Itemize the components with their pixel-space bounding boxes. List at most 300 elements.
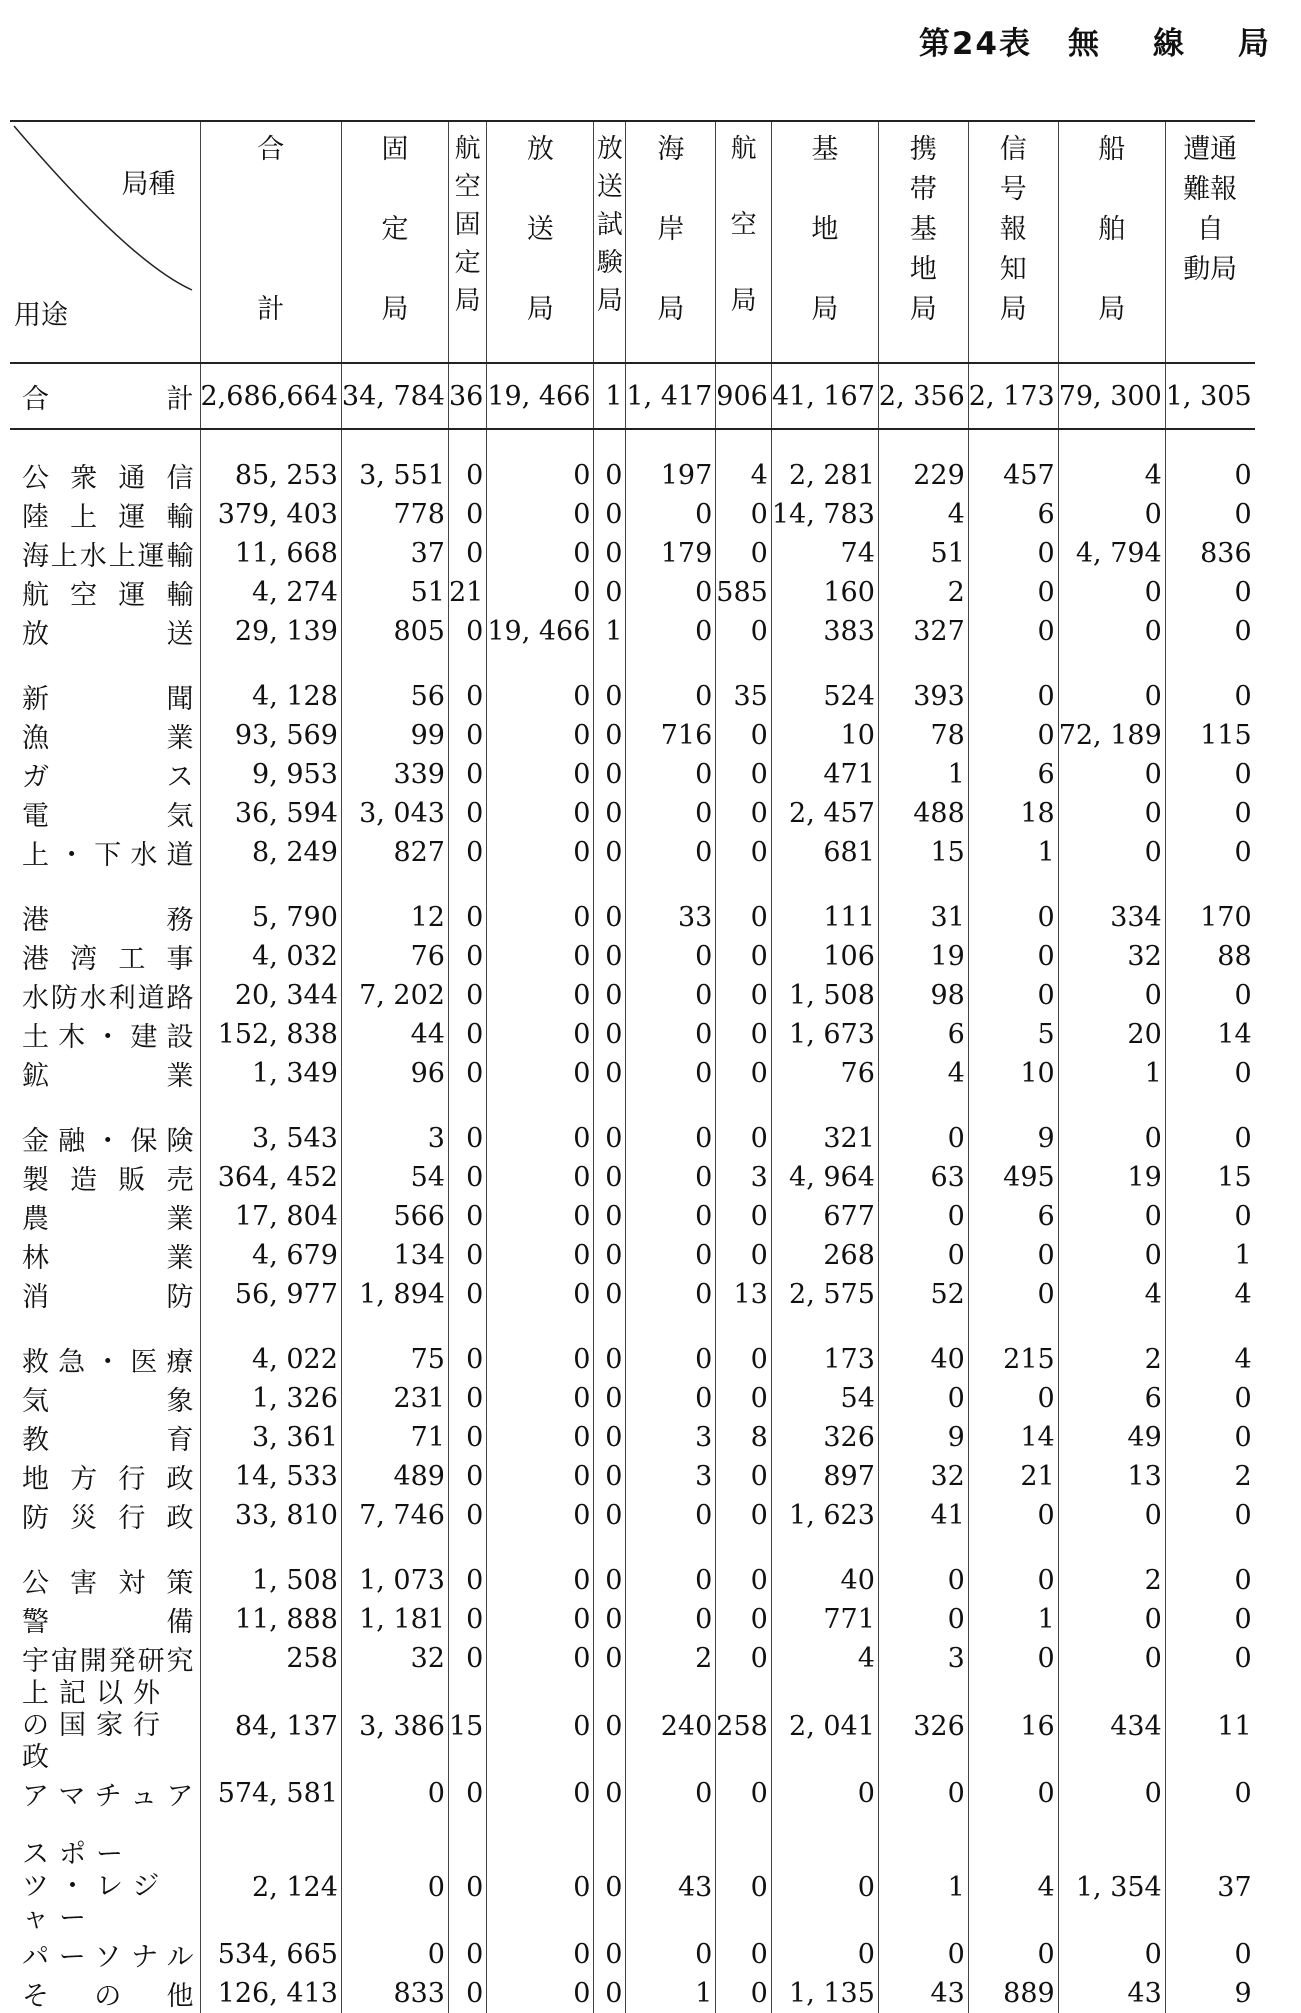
table-cell: 0 (594, 937, 626, 976)
table-cell: 6 (1058, 1379, 1165, 1418)
table-cell: 0 (487, 1457, 594, 1496)
table-cell: 0 (448, 755, 486, 794)
table-cell: 0 (487, 1935, 594, 1974)
column-header (448, 121, 486, 363)
table-cell: 4 (1165, 1275, 1254, 1314)
table-cell: 51 (341, 573, 448, 612)
table-cell: 0 (487, 794, 594, 833)
table-row (10, 1054, 1255, 1093)
table-cell: 383 (771, 612, 878, 651)
spacer-cell (200, 651, 341, 677)
table-cell: 1, 181 (341, 1600, 448, 1639)
table-cell: 0 (878, 1236, 968, 1275)
table-cell: 0 (716, 1015, 772, 1054)
spacer-cell (716, 429, 772, 456)
table-cell: 0 (487, 1379, 594, 1418)
table-cell: 3, 386 (341, 1678, 448, 1774)
spacer-cell (341, 429, 448, 456)
table-cell: 0 (716, 1496, 772, 1535)
row-label-text: スポーツ・レジャー (22, 1839, 170, 1934)
table-cell: 0 (448, 716, 486, 755)
spacer-cell (1058, 872, 1165, 898)
table-cell: 0 (594, 755, 626, 794)
table-cell: 0 (448, 1275, 486, 1314)
spacer-cell (10, 1093, 200, 1119)
table-cell: 84, 137 (200, 1678, 341, 1774)
table-cell: 43 (878, 1974, 968, 2013)
spacer-cell (716, 1813, 772, 1839)
table-cell: 4 (1058, 1275, 1165, 1314)
table-cell: 0 (626, 1935, 716, 1974)
table-cell: 0 (716, 1935, 772, 1974)
group-spacer (10, 1093, 1255, 1119)
table-cell: 0 (487, 456, 594, 495)
row-label: 航空運輸 (22, 580, 194, 611)
table-cell: 32 (341, 1639, 448, 1678)
table-cell: 2 (626, 1639, 716, 1678)
table-cell: 0 (716, 755, 772, 794)
table-cell: 0 (716, 1561, 772, 1600)
table-cell: 0 (594, 1418, 626, 1457)
table-cell: 495 (968, 1158, 1058, 1197)
row-label: 林業 (22, 1243, 194, 1274)
table-cell: 0 (594, 794, 626, 833)
table-cell: 0 (594, 1561, 626, 1600)
spacer-cell (968, 1535, 1058, 1561)
table-cell: 0 (594, 1678, 626, 1774)
table-cell: 4 (878, 1054, 968, 1093)
table-cell: 716 (626, 716, 716, 755)
table-cell: 2 (1058, 1340, 1165, 1379)
table-cell: 0 (448, 1197, 486, 1236)
row-label: 金融・保険 (22, 1126, 194, 1157)
table-cell: 0 (626, 937, 716, 976)
table-cell: 19, 466 (487, 612, 594, 651)
table-cell: 0 (448, 1561, 486, 1600)
table-cell: 13 (1058, 1457, 1165, 1496)
column-header-label: 放 送 試 験 局 (596, 134, 623, 316)
table-cell: 2 (878, 573, 968, 612)
table-cell: 0 (487, 1158, 594, 1197)
table-cell: 0 (968, 1379, 1058, 1418)
table-cell: 36, 594 (200, 794, 341, 833)
spacer-cell (1058, 651, 1165, 677)
table-cell: 0 (626, 1236, 716, 1275)
table-cell: 0 (1058, 1774, 1165, 1813)
table-cell: 14, 533 (200, 1457, 341, 1496)
table-cell: 12 (341, 898, 448, 937)
column-header-label: 航 空 固 定 局 (454, 134, 481, 316)
table-row (10, 495, 1255, 534)
table-cell: 106 (771, 937, 878, 976)
spacer-cell (341, 1535, 448, 1561)
row-label: 電気 (22, 801, 194, 832)
table-cell: 0 (626, 976, 716, 1015)
spacer-cell (200, 1535, 341, 1561)
table-cell: 0 (878, 1561, 968, 1600)
table-cell: 0 (1165, 1054, 1254, 1093)
table-cell: 677 (771, 1197, 878, 1236)
table-cell: 4 (1058, 456, 1165, 495)
spacer-cell (1165, 1093, 1254, 1119)
table-cell: 0 (487, 1340, 594, 1379)
table-cell: 9 (968, 1119, 1058, 1158)
spacer-cell (878, 1535, 968, 1561)
column-header-label: 固 定 局 (381, 134, 409, 325)
table-cell: 0 (594, 1119, 626, 1158)
spacer-cell (10, 651, 200, 677)
table-cell: 14 (968, 1418, 1058, 1457)
table-cell: 3, 551 (341, 456, 448, 495)
table-row (10, 677, 1255, 716)
table-cell: 0 (448, 1054, 486, 1093)
table-cell: 0 (626, 1340, 716, 1379)
table-cell: 0 (626, 677, 716, 716)
table-cell: 0 (487, 898, 594, 937)
table-cell: 0 (968, 1275, 1058, 1314)
table-cell: 0 (716, 1379, 772, 1418)
table-cell: 2,686,664 (200, 363, 341, 429)
table-cell: 0 (487, 1678, 594, 1774)
table-cell: 54 (341, 1158, 448, 1197)
table-cell: 0 (594, 495, 626, 534)
table-body (10, 363, 1255, 2013)
table-cell: 0 (1058, 495, 1165, 534)
spacer-cell (626, 429, 716, 456)
spacer-cell (200, 429, 341, 456)
table-cell: 471 (771, 755, 878, 794)
spacer-cell (594, 1093, 626, 1119)
table-cell: 72, 189 (1058, 716, 1165, 755)
table-cell: 0 (487, 1639, 594, 1678)
table-cell: 0 (1165, 1379, 1254, 1418)
table-cell: 3 (878, 1639, 968, 1678)
spacer-cell (10, 1314, 200, 1340)
column-header-label: 遭通 難報 自 動局 (1183, 134, 1238, 285)
table-cell: 0 (626, 1015, 716, 1054)
table-cell: 0 (1165, 1600, 1254, 1639)
table-cell: 10 (771, 716, 878, 755)
table-cell: 434 (1058, 1678, 1165, 1774)
table-cell: 0 (1058, 833, 1165, 872)
table-cell: 0 (1058, 1600, 1165, 1639)
table-cell: 836 (1165, 534, 1254, 573)
table-cell: 0 (716, 1600, 772, 1639)
table-cell: 4, 274 (200, 573, 341, 612)
column-header (1165, 121, 1254, 363)
table-cell: 534, 665 (200, 1935, 341, 1974)
table-cell: 1 (594, 612, 626, 651)
column-header (968, 121, 1058, 363)
table-cell: 18 (968, 794, 1058, 833)
table-cell: 7, 202 (341, 976, 448, 1015)
table-cell: 0 (487, 1275, 594, 1314)
table-cell: 1, 354 (1058, 1839, 1165, 1935)
table-cell: 0 (448, 1974, 486, 2013)
table-cell: 0 (1058, 573, 1165, 612)
spacer-cell (594, 1314, 626, 1340)
table-cell: 240 (626, 1678, 716, 1774)
spacer-cell (341, 872, 448, 898)
table-row (10, 1678, 1255, 1774)
row-label: アマチュア (22, 1781, 194, 1812)
table-cell: 0 (594, 1236, 626, 1275)
table-cell: 0 (487, 677, 594, 716)
column-header-label: 信 号 報 知 局 (999, 134, 1027, 325)
table-cell: 4 (1165, 1340, 1254, 1379)
spacer-cell (716, 651, 772, 677)
row-label: 宇宙開発研究 (22, 1646, 194, 1677)
table-cell: 15 (448, 1678, 486, 1774)
header-row (10, 121, 1255, 363)
table-cell: 79, 300 (1058, 363, 1165, 429)
column-header (200, 121, 341, 363)
table-cell: 11, 888 (200, 1600, 341, 1639)
table-cell: 99 (341, 716, 448, 755)
table-row (10, 898, 1255, 937)
spacer-cell (1165, 872, 1254, 898)
table-cell: 0 (626, 1197, 716, 1236)
table-cell: 4 (771, 1639, 878, 1678)
table-cell: 52 (878, 1275, 968, 1314)
table-cell: 0 (716, 937, 772, 976)
table-row (10, 1119, 1255, 1158)
radio-stations-table (10, 120, 1255, 2013)
table-cell: 20, 344 (200, 976, 341, 1015)
table-cell: 4 (968, 1839, 1058, 1935)
table-cell: 0 (448, 1236, 486, 1275)
table-cell: 231 (341, 1379, 448, 1418)
table-cell: 0 (968, 677, 1058, 716)
table-cell: 37 (1165, 1839, 1254, 1935)
table-cell: 1, 894 (341, 1275, 448, 1314)
table-cell: 0 (594, 1340, 626, 1379)
table-cell: 0 (448, 1015, 486, 1054)
table-row (10, 1158, 1255, 1197)
table-cell: 0 (341, 1774, 448, 1813)
table-cell: 457 (968, 456, 1058, 495)
table-cell: 8, 249 (200, 833, 341, 872)
table-cell: 6 (878, 1015, 968, 1054)
table-cell: 0 (716, 1457, 772, 1496)
table-cell: 2, 457 (771, 794, 878, 833)
table-cell: 339 (341, 755, 448, 794)
row-label: 防災行政 (22, 1503, 194, 1534)
table-cell: 0 (1165, 1418, 1254, 1457)
table-cell: 0 (716, 976, 772, 1015)
table-cell: 96 (341, 1054, 448, 1093)
table-row (10, 1197, 1255, 1236)
table-cell: 0 (968, 937, 1058, 976)
table-cell: 0 (878, 1197, 968, 1236)
table-cell: 0 (594, 1839, 626, 1935)
spacer-cell (968, 1813, 1058, 1839)
row-label: 土木・建設 (22, 1022, 194, 1053)
table-cell: 2 (1165, 1457, 1254, 1496)
table-cell: 0 (487, 1197, 594, 1236)
table-cell: 0 (1058, 755, 1165, 794)
table-cell: 4, 022 (200, 1340, 341, 1379)
table-cell: 268 (771, 1236, 878, 1275)
table-cell: 76 (771, 1054, 878, 1093)
table-cell: 1 (878, 1839, 968, 1935)
table-cell: 33 (626, 898, 716, 937)
table-cell: 37 (341, 534, 448, 573)
table-cell: 0 (448, 1379, 486, 1418)
table-cell: 0 (448, 898, 486, 937)
table-cell: 0 (594, 1639, 626, 1678)
table-row (10, 612, 1255, 651)
table-cell: 9, 953 (200, 755, 341, 794)
table-cell: 0 (716, 1639, 772, 1678)
table-cell: 0 (716, 1119, 772, 1158)
column-header (771, 121, 878, 363)
table-row (10, 1379, 1255, 1418)
table-cell: 0 (594, 1158, 626, 1197)
table-cell: 229 (878, 456, 968, 495)
table-cell: 0 (1058, 612, 1165, 651)
spacer-cell (341, 1314, 448, 1340)
table-cell: 0 (594, 976, 626, 1015)
table-cell: 31 (878, 898, 968, 937)
table-cell: 51 (878, 534, 968, 573)
row-label: 救急・医療 (22, 1347, 194, 1378)
table-cell: 0 (1058, 677, 1165, 716)
table-cell: 2 (1058, 1561, 1165, 1600)
table-cell: 0 (968, 1639, 1058, 1678)
group-spacer (10, 429, 1255, 456)
table-cell: 3, 543 (200, 1119, 341, 1158)
table-cell: 0 (771, 1935, 878, 1974)
table-cell: 0 (448, 1457, 486, 1496)
table-cell: 0 (716, 794, 772, 833)
spacer-cell (771, 651, 878, 677)
spacer-cell (626, 1813, 716, 1839)
table-cell: 56 (341, 677, 448, 716)
table-cell: 0 (448, 456, 486, 495)
spacer-cell (341, 651, 448, 677)
table-cell: 0 (1165, 1197, 1254, 1236)
table-cell: 1, 135 (771, 1974, 878, 2013)
table-cell: 0 (594, 456, 626, 495)
table-cell: 14 (1165, 1015, 1254, 1054)
title-word-1: 無 (1068, 26, 1101, 62)
table-cell: 0 (626, 1158, 716, 1197)
table-cell: 17, 804 (200, 1197, 341, 1236)
table-cell: 1 (1165, 1236, 1254, 1275)
table-cell: 0 (626, 612, 716, 651)
spacer-cell (1058, 1813, 1165, 1839)
table-cell: 1, 673 (771, 1015, 878, 1054)
spacer-cell (594, 1535, 626, 1561)
spacer-cell (1058, 1535, 1165, 1561)
row-label: 警備 (22, 1607, 194, 1638)
table-cell: 0 (594, 573, 626, 612)
table-cell: 9 (878, 1418, 968, 1457)
table-cell: 49 (1058, 1418, 1165, 1457)
row-label: 水防水利道路 (22, 983, 194, 1014)
table-cell: 0 (1165, 1496, 1254, 1535)
table-cell: 0 (1058, 1639, 1165, 1678)
table-cell: 4 (716, 456, 772, 495)
group-spacer (10, 651, 1255, 677)
table-cell: 74 (771, 534, 878, 573)
table-cell: 0 (594, 1015, 626, 1054)
spacer-cell (341, 1813, 448, 1839)
table-cell: 0 (594, 1054, 626, 1093)
table-cell: 41, 167 (771, 363, 878, 429)
table-cell: 0 (1165, 976, 1254, 1015)
table-cell: 21 (968, 1457, 1058, 1496)
table-cell: 566 (341, 1197, 448, 1236)
table-cell: 78 (878, 716, 968, 755)
table-row (10, 1935, 1255, 1974)
row-label: 港務 (22, 905, 194, 936)
table-cell: 197 (626, 456, 716, 495)
spacer-cell (487, 1535, 594, 1561)
spacer-cell (1165, 1813, 1254, 1839)
table-cell: 3, 043 (341, 794, 448, 833)
table-cell: 33, 810 (200, 1496, 341, 1535)
table-cell: 0 (1165, 833, 1254, 872)
row-label: ガス (22, 762, 194, 793)
table-cell: 0 (716, 1054, 772, 1093)
table-cell: 0 (1058, 976, 1165, 1015)
table-cell: 1 (594, 363, 626, 429)
table-cell: 0 (968, 716, 1058, 755)
table-cell: 2, 356 (878, 363, 968, 429)
row-label: その他 (22, 1981, 194, 2012)
table-cell: 0 (716, 1974, 772, 2013)
table-cell: 0 (968, 1236, 1058, 1275)
table-cell: 0 (341, 1935, 448, 1974)
spacer-cell (1058, 429, 1165, 456)
table-cell: 0 (594, 1974, 626, 2013)
table-row (10, 1457, 1255, 1496)
table-cell: 0 (487, 1418, 594, 1457)
table-cell: 0 (448, 1119, 486, 1158)
total-row (10, 363, 1255, 429)
table-cell: 0 (448, 1774, 486, 1813)
table-cell: 0 (448, 1600, 486, 1639)
table-cell: 14, 783 (771, 495, 878, 534)
row-label-text: 上記以外の国家行政 (22, 1678, 170, 1773)
table-cell: 4, 679 (200, 1236, 341, 1275)
spacer-cell (448, 1535, 486, 1561)
table-cell: 4, 794 (1058, 534, 1165, 573)
table-cell: 7, 746 (341, 1496, 448, 1535)
corner-header (10, 121, 200, 363)
spacer-cell (448, 429, 486, 456)
table-cell: 0 (1058, 1496, 1165, 1535)
table-cell: 35 (716, 677, 772, 716)
spacer-cell (626, 651, 716, 677)
table-cell: 0 (487, 1561, 594, 1600)
spacer-cell (487, 651, 594, 677)
table-cell: 32 (878, 1457, 968, 1496)
spacer-cell (200, 1813, 341, 1839)
spacer-cell (487, 1813, 594, 1839)
table-cell: 1, 305 (1165, 363, 1254, 429)
table-cell: 0 (968, 976, 1058, 1015)
table-cell: 15 (1165, 1158, 1254, 1197)
table-cell: 0 (1058, 1236, 1165, 1275)
table-cell: 0 (594, 833, 626, 872)
table-cell: 0 (448, 534, 486, 573)
table-row (10, 1496, 1255, 1535)
column-header (878, 121, 968, 363)
usage-label: 用途 (14, 300, 68, 331)
